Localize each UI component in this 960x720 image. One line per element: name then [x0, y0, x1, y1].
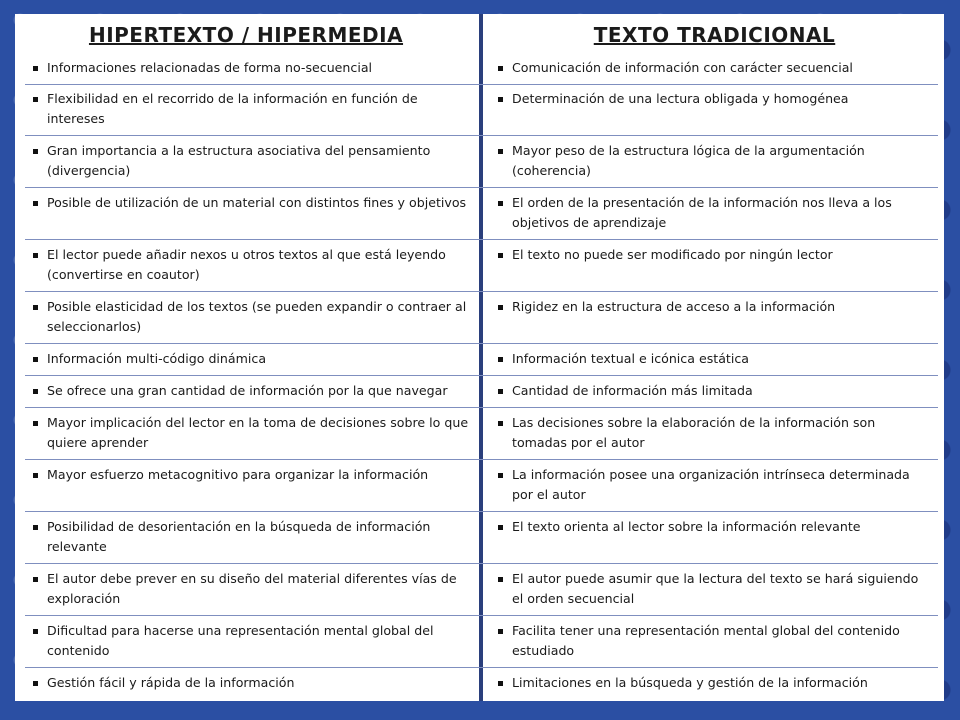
bullet-icon [498, 97, 503, 102]
bullet-icon [33, 201, 38, 206]
item-text: Dificultad para hacerse una representación mental global del contenido [47, 623, 434, 658]
item-text: Flexibilidad en el recorrido de la información en función de intereses [47, 91, 418, 126]
bullet-icon [33, 149, 38, 154]
row-separator [25, 375, 938, 376]
item-text: Cantidad de información más limitada [512, 383, 753, 398]
hipertexto-item [31, 621, 476, 661]
tradicional-item [496, 349, 926, 369]
bullet-icon [33, 577, 38, 582]
tradicional-item [496, 89, 926, 109]
hipertexto-item [31, 465, 476, 485]
hipertexto-item [31, 517, 476, 557]
tradicional-item [496, 141, 926, 181]
row-separator [25, 563, 938, 564]
item-text: Limitaciones en la búsqueda y gestión de la información [512, 675, 868, 690]
bullet-icon [498, 201, 503, 206]
hipertexto-item [31, 297, 476, 337]
item-text: Rigidez en la estructura de acceso a la información [512, 299, 836, 314]
item-text: Posible de utilización de un material con distintos fines y objetivos [47, 195, 467, 210]
hipertexto-item [31, 193, 476, 213]
hipertexto-item [31, 673, 476, 693]
bullet-icon [33, 305, 38, 310]
hipertexto-item [31, 413, 476, 453]
bullet-icon [33, 421, 38, 426]
bullet-icon [33, 357, 38, 362]
row-separator [25, 615, 938, 616]
item-text: Posibilidad de desorientación en la búsqueda de información relevante [47, 519, 431, 554]
hipertexto-item [31, 569, 476, 609]
item-text: La información posee una organización intrínseca determinada por el autor [512, 467, 910, 502]
bullet-icon [498, 421, 503, 426]
item-text: Se ofrece una gran cantidad de información por la que navegar [47, 383, 448, 398]
bullet-icon [498, 473, 503, 478]
row-separator [25, 84, 938, 85]
tradicional-item [496, 621, 926, 661]
tradicional-item [496, 517, 926, 537]
item-text: Mayor peso de la estructura lógica de la argumentación (coherencia) [512, 143, 865, 178]
tradicional-item [496, 413, 926, 453]
item-text: Comunicación de información con carácter secuencial [512, 60, 853, 75]
bullet-icon [33, 66, 38, 71]
header-texto-tradicional: TEXTO TRADICIONAL [593, 23, 836, 47]
item-text: Las decisiones sobre la elaboración de la información son tomadas por el autor [512, 415, 876, 450]
row-separator [25, 511, 938, 512]
bullet-icon [33, 253, 38, 258]
tradicional-item [496, 465, 926, 505]
item-text: Determinación de una lectura obligada y homogénea [512, 91, 849, 106]
item-text: El orden de la presentación de la información nos lleva a los objetivos de aprendizaje [512, 195, 892, 230]
item-text: El texto orienta al lector sobre la información relevante [512, 519, 861, 534]
tradicional-item [496, 245, 926, 265]
item-text: El lector puede añadir nexos u otros textos al que está leyendo (convertirse en coautor) [47, 247, 446, 282]
item-text: El autor puede asumir que la lectura del texto se hará siguiendo el orden secuencial [512, 571, 919, 606]
column-divider [479, 14, 483, 701]
row-separator [25, 135, 938, 136]
item-text: Mayor esfuerzo metacognitivo para organizar la información [47, 467, 429, 482]
item-text: Mayor implicación del lector en la toma de decisiones sobre lo que quiere aprender [47, 415, 469, 450]
bullet-icon [498, 66, 503, 71]
item-text: Información textual e icónica estática [512, 351, 749, 366]
bullet-icon [498, 525, 503, 530]
bullet-icon [498, 681, 503, 686]
item-text: Información multi-código dinámica [47, 351, 267, 366]
bullet-icon [33, 681, 38, 686]
item-text: El autor debe prever en su diseño del material diferentes vías de exploración [47, 571, 457, 606]
bullet-icon [33, 473, 38, 478]
tradicional-item [496, 381, 926, 401]
tradicional-item [496, 673, 926, 693]
row-separator [25, 239, 938, 240]
tradicional-item [496, 193, 926, 233]
bullet-icon [33, 389, 38, 394]
header-hipertexto: HIPERTEXTO / HIPERMEDIA [88, 23, 404, 47]
bullet-icon [498, 305, 503, 310]
bullet-icon [498, 389, 503, 394]
item-text: Gestión fácil y rápida de la información [47, 675, 295, 690]
bullet-icon [498, 629, 503, 634]
row-separator [25, 291, 938, 292]
hipertexto-item [31, 141, 476, 181]
item-text: Gran importancia a la estructura asociativa del pensamiento (divergencia) [47, 143, 431, 178]
item-text: Informaciones relacionadas de forma no-secuencial [47, 60, 373, 75]
hipertexto-item [31, 58, 476, 78]
hipertexto-item [31, 89, 476, 129]
row-separator [25, 407, 938, 408]
tradicional-item [496, 58, 926, 78]
row-separator [25, 667, 938, 668]
item-text: Posible elasticidad de los textos (se pueden expandir o contraer al seleccionarlos) [47, 299, 467, 334]
bullet-icon [498, 253, 503, 258]
row-separator [25, 343, 938, 344]
bullet-icon [498, 577, 503, 582]
bullet-icon [33, 525, 38, 530]
bullet-icon [498, 357, 503, 362]
item-text: Facilita tener una representación mental global del contenido estudiado [512, 623, 900, 658]
item-text: El texto no puede ser modificado por ningún lector [512, 247, 833, 262]
bullet-icon [33, 97, 38, 102]
hipertexto-item [31, 245, 476, 285]
tradicional-item [496, 569, 926, 609]
bullet-icon [498, 149, 503, 154]
comparison-table [15, 14, 944, 701]
bullet-icon [33, 629, 38, 634]
tradicional-item [496, 297, 926, 317]
hipertexto-item [31, 349, 476, 369]
hipertexto-item [31, 381, 476, 401]
row-separator [25, 187, 938, 188]
row-separator [25, 459, 938, 460]
